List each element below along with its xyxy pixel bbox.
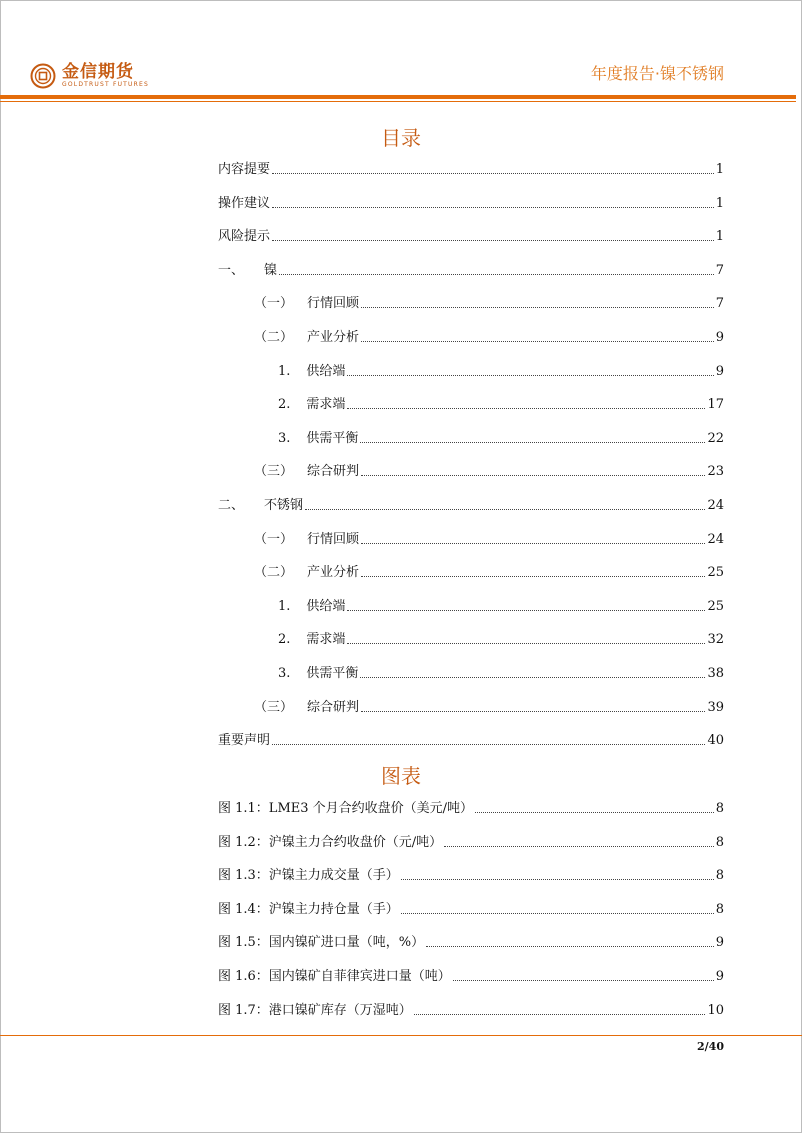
- toc-entry[interactable]: [218, 664, 724, 684]
- figure-entry[interactable]: [218, 866, 724, 886]
- entry-number: （三）: [254, 464, 294, 480]
- toc-entry[interactable]: [218, 597, 724, 617]
- entry-page-number: 40: [707, 733, 724, 749]
- entry-title: 供给端: [306, 598, 346, 614]
- entry-page-number: 17: [707, 397, 724, 413]
- entry-title: 镍: [264, 262, 278, 278]
- entry-number: 2.: [278, 397, 291, 413]
- dot-leader: [272, 206, 714, 208]
- entry-page-number: 8: [715, 901, 724, 917]
- dot-leader: [279, 273, 714, 275]
- entry-page-number: 7: [715, 296, 724, 312]
- figure-entry[interactable]: [218, 1001, 724, 1021]
- entry-number: 1.: [278, 598, 291, 614]
- report-title: 年度报告·镍不锈钢: [590, 64, 724, 83]
- entry-title: 不锈钢: [264, 498, 304, 513]
- toc-entry[interactable]: [218, 731, 724, 751]
- entry-page-number: 1: [715, 162, 724, 177]
- logo-chinese-name: 金信期货: [62, 62, 134, 82]
- toc-heading: 目录: [381, 126, 421, 150]
- dot-leader: [426, 945, 714, 947]
- entry-title: 图 1.7：港口镍矿库存（万湿吨）: [218, 1002, 412, 1018]
- toc-entry[interactable]: [218, 227, 724, 247]
- entry-title: 行情回顾: [307, 531, 360, 547]
- entry-page-number: 25: [707, 565, 724, 581]
- entry-title: 综合研判: [307, 699, 360, 715]
- entry-number: （二）: [254, 330, 294, 345]
- toc-entry[interactable]: [218, 328, 724, 348]
- entry-number: 一、: [218, 262, 245, 278]
- entry-number: （二）: [254, 565, 294, 581]
- entry-number: 3.: [278, 430, 291, 446]
- entry-page-number: 9: [715, 969, 724, 984]
- toc-entry[interactable]: [218, 630, 724, 650]
- toc-entry[interactable]: [218, 261, 724, 281]
- entry-number: 3.: [278, 666, 291, 681]
- logo-english-name: GOLDTRUST FUTURES: [62, 81, 150, 88]
- entry-number: （三）: [254, 699, 294, 715]
- dot-leader: [347, 609, 705, 611]
- dot-leader: [361, 474, 705, 476]
- entry-page-number: 24: [707, 531, 724, 547]
- entry-page-number: 25: [707, 598, 724, 614]
- dot-leader: [360, 676, 705, 678]
- toc-entry[interactable]: [218, 496, 724, 516]
- entry-page-number: 23: [707, 464, 724, 480]
- figure-entry[interactable]: [218, 933, 724, 953]
- entry-title: 图 1.4：沪镍主力持仓量（手）: [218, 901, 399, 917]
- header-divider-thin: [0, 101, 796, 102]
- entry-title: 重要声明: [218, 733, 271, 749]
- dot-leader: [361, 340, 714, 342]
- entry-page-number: 9: [715, 363, 724, 379]
- entry-title: 需求端: [306, 632, 346, 648]
- entry-title: 供需平衡: [306, 666, 359, 681]
- dot-leader: [305, 508, 705, 510]
- entry-title: 图 1.5：国内镍矿进口量（吨，%）: [218, 935, 425, 951]
- toc-entry[interactable]: [218, 698, 724, 718]
- dot-leader: [444, 845, 714, 847]
- entry-page-number: 9: [715, 330, 724, 345]
- toc-entry[interactable]: [218, 160, 724, 180]
- toc-entry[interactable]: [218, 362, 724, 382]
- figures-heading: 图表: [381, 764, 421, 788]
- entry-page-number: 24: [707, 498, 724, 513]
- entry-page-number: 1: [715, 229, 724, 245]
- toc-entry[interactable]: [218, 563, 724, 583]
- dot-leader: [272, 743, 705, 745]
- entry-number: 2.: [278, 632, 291, 648]
- page-number: 2/40: [697, 1040, 724, 1053]
- entry-title: 图 1.6：国内镍矿自菲律宾进口量（吨）: [218, 969, 451, 984]
- dot-leader: [272, 239, 714, 241]
- dot-leader: [401, 912, 714, 914]
- entry-title: 行情回顾: [307, 296, 360, 312]
- entry-title: 综合研判: [307, 464, 360, 480]
- entry-title: 产业分析: [307, 565, 360, 581]
- dot-leader: [347, 374, 713, 376]
- figure-entry[interactable]: [218, 833, 724, 853]
- toc-entry[interactable]: [218, 294, 724, 314]
- entry-page-number: 22: [707, 430, 724, 446]
- entry-page-number: 1: [715, 195, 724, 211]
- entry-page-number: 8: [715, 801, 724, 816]
- toc-entry[interactable]: [218, 429, 724, 449]
- coin-logo-icon: [30, 63, 56, 89]
- entry-title: 内容提要: [218, 162, 271, 177]
- toc-entry[interactable]: [218, 395, 724, 415]
- entry-page-number: 32: [707, 632, 724, 648]
- dot-leader: [347, 407, 705, 409]
- page-header: [0, 0, 802, 104]
- dot-leader: [361, 542, 705, 544]
- dot-leader: [360, 441, 705, 443]
- entry-title: 图 1.3：沪镍主力成交量（手）: [218, 868, 399, 884]
- entry-page-number: 38: [707, 666, 724, 681]
- dot-leader: [475, 811, 714, 813]
- footer-divider: [0, 1035, 802, 1036]
- entry-page-number: 10: [707, 1002, 724, 1018]
- entry-title: 产业分析: [307, 330, 360, 345]
- dot-leader: [414, 1013, 706, 1015]
- dot-leader: [272, 172, 714, 174]
- dot-leader: [453, 979, 714, 981]
- company-logo: [30, 60, 149, 92]
- figure-entry[interactable]: [218, 799, 724, 819]
- dot-leader: [361, 710, 705, 712]
- toc-entry[interactable]: [218, 194, 724, 214]
- figure-entry[interactable]: [218, 900, 724, 920]
- toc-entry[interactable]: [218, 530, 724, 550]
- entry-number: 1.: [278, 363, 291, 379]
- dot-leader: [361, 575, 705, 577]
- entry-title: 供给端: [306, 363, 346, 379]
- entry-number: 二、: [218, 498, 245, 513]
- entry-title: 操作建议: [218, 195, 271, 211]
- entry-title: 风险提示: [218, 229, 271, 245]
- figure-entry[interactable]: [218, 967, 724, 987]
- entry-page-number: 9: [715, 935, 724, 951]
- entry-title: 图 1.1：LME3 个月合约收盘价（美元/吨）: [218, 801, 474, 816]
- entry-number: （一）: [254, 531, 294, 547]
- entry-page-number: 8: [715, 868, 724, 884]
- entry-title: 供需平衡: [306, 430, 359, 446]
- dot-leader: [347, 642, 705, 644]
- entry-title: 图 1.2：沪镍主力合约收盘价（元/吨）: [218, 834, 443, 850]
- dot-leader: [361, 306, 714, 308]
- entry-page-number: 7: [715, 262, 724, 278]
- entry-number: （一）: [254, 296, 294, 312]
- entry-title: 需求端: [306, 397, 346, 413]
- header-divider: [0, 95, 796, 99]
- toc-entry[interactable]: [218, 462, 724, 482]
- dot-leader: [401, 878, 714, 880]
- entry-page-number: 8: [715, 834, 724, 850]
- entry-page-number: 39: [707, 699, 724, 715]
